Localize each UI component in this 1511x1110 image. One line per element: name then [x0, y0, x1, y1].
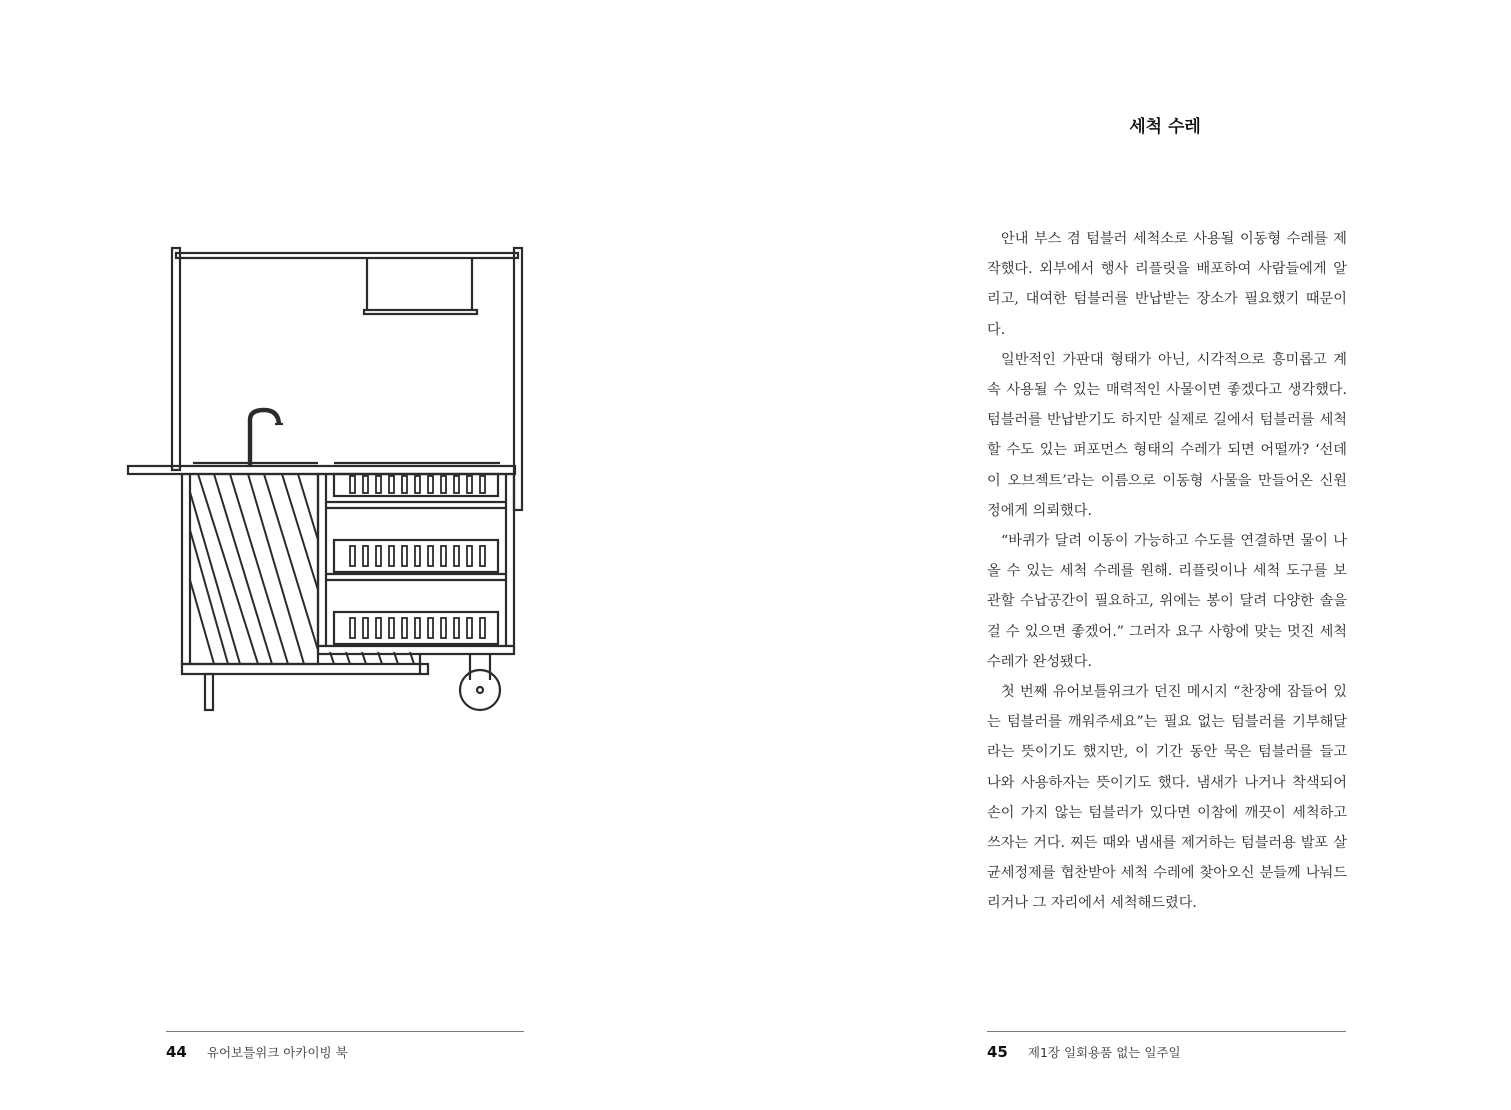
- paragraph: 안내 부스 겸 텀블러 세척소로 사용될 이동형 수레를 제작했다. 외부에서 행사 리플릿을 배포하여 사람들에게 알리고, 대여한 텀블러를 반납받는 장소가 필요했기 때문이다.: [987, 231, 1347, 338]
- body-text: [987, 224, 1347, 919]
- counter-top: [128, 466, 515, 474]
- page-footer: [166, 1043, 348, 1061]
- drawer-1-slots: [350, 476, 485, 493]
- page-footer: [987, 1043, 1181, 1061]
- hanging-rod: [176, 253, 518, 258]
- footer-rule: [166, 1031, 524, 1032]
- washing-cart-illustration: [120, 240, 540, 720]
- drawer-3-slots: [350, 618, 485, 638]
- base-rail: [182, 664, 428, 674]
- drawer-3: [334, 612, 498, 644]
- drawer-2-slots: [350, 546, 485, 566]
- running-title: 유어보틀위크 아카이빙 북: [206, 1045, 348, 1060]
- hanging-shelf: [364, 310, 477, 314]
- right-page: [755, 0, 1511, 1110]
- page-number: 45: [987, 1043, 1008, 1061]
- paragraph: 일반적인 가판대 형태가 아닌, 시각적으로 흥미롭고 계속 사용될 수 있는 매력적인 사물이면 좋겠다고 생각했다. 텀블러를 반납받기도 하지만 실제로 길에서 텀블러를 세척할 수도 있는 퍼포먼스 형태의 수레가 되면 어떨까? ‘선데이 오브젝트’라는 이름으로 이동형 사물을 만들어온 신원정에게 의뢰했다.: [987, 351, 1347, 519]
- page-title: 세척 수레: [1129, 117, 1201, 137]
- drawer-2: [334, 540, 498, 572]
- paragraph: “바퀴가 달려 이동이 가능하고 수도를 연결하면 물이 나올 수 있는 세척 수레를 원해. 리플릿이나 세척 도구를 보관할 수납공간이 필요하고, 위에는 봉이 달려 다양한 솔을 걸 수 있으면 좋겠어.” 그러자 요구 사항에 맞는 멋진 세척 수레가 완성됐다.: [987, 533, 1347, 670]
- footer-rule: [987, 1031, 1346, 1032]
- cart-wheel: [460, 670, 500, 710]
- cart-leg: [205, 674, 213, 710]
- running-title: 제1장 일회용품 없는 일주일: [1027, 1045, 1181, 1060]
- faucet: [250, 410, 279, 466]
- wheel-bracket: [470, 654, 490, 680]
- page-number: 44: [166, 1043, 187, 1061]
- paragraph: 첫 번째 유어보틀위크가 던진 메시지 “찬장에 잠들어 있는 텀블러를 깨워주세요”는 필요 없는 텀블러를 기부해달라는 뜻이기도 했지만, 이 기간 동안 묵은 텀블러를 들고 나와 사용하자는 뜻이기도 했다. 냄새가 나거나 착색되어 손이 가지 않는 텀블러가 있다면 이참에 깨끗이 세척하고 쓰자는 거다. 찌든 때와 냄새를 제거하는 텀블러용 발포 살균세정제를 협찬받아 세척 수레에 찾아오신 분들께 나눠드리거나 그 자리에서 세척해드렸다.: [987, 684, 1347, 912]
- left-page: [0, 0, 755, 1110]
- left-pole: [172, 248, 180, 470]
